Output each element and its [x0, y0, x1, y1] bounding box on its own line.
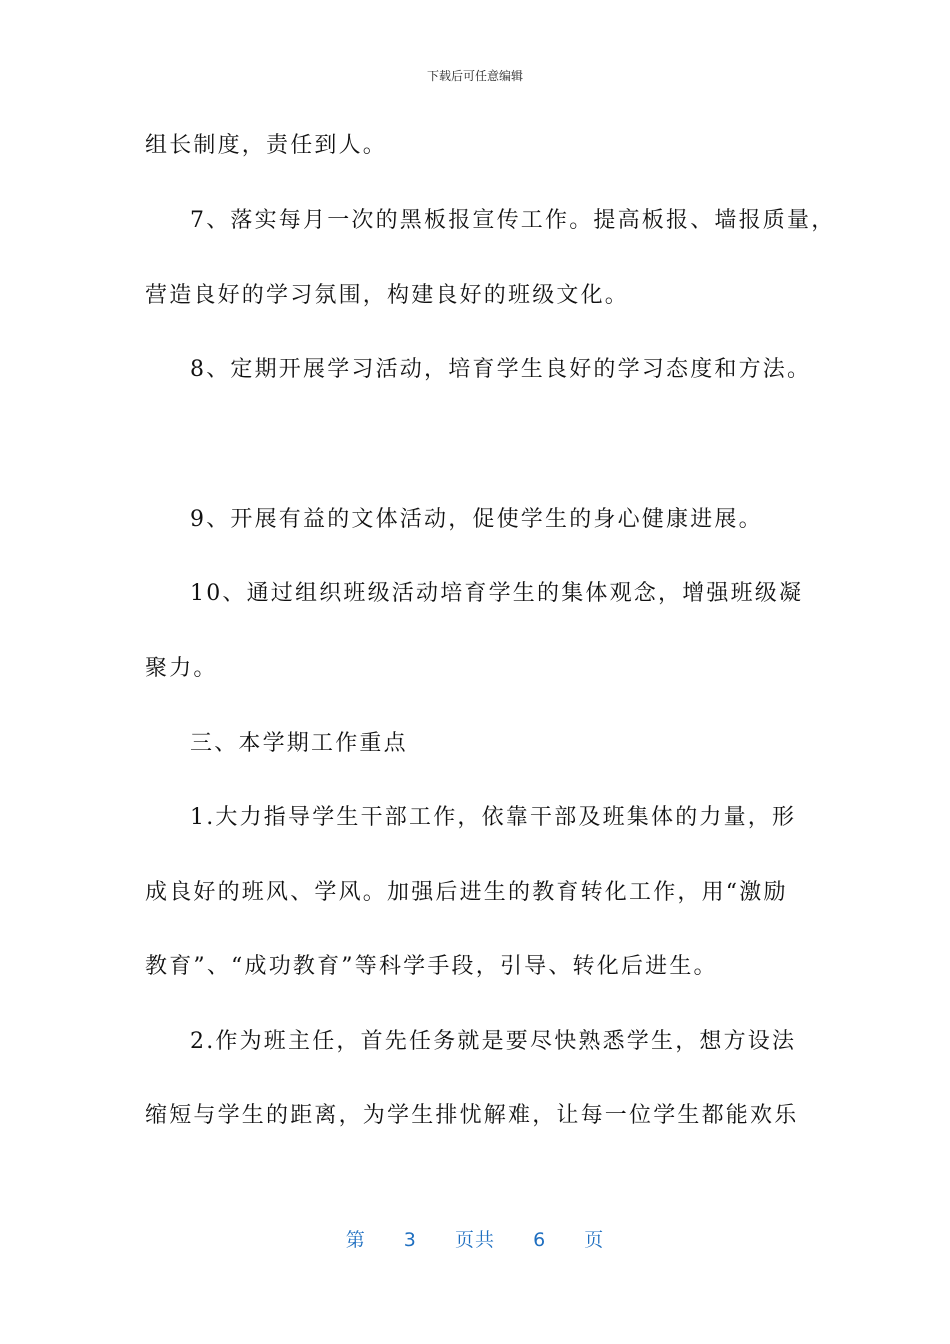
body-line-1: 组长制度，责任到人。	[145, 133, 388, 158]
footer-prefix: 第	[345, 1229, 366, 1251]
page-footer	[0, 1225, 950, 1252]
body-line-10: 成良好的班风、学风。加强后进生的教育转化工作，用“激励	[145, 880, 788, 905]
body-line-3: 营造良好的学习氛围，构建良好的班级文化。	[145, 283, 630, 308]
footer-current-page: 3	[403, 1229, 417, 1251]
body-line-2: 7、落实每月一次的黑板报宣传工作。提高板报、墙报质量，	[190, 208, 836, 233]
footer-total-pages: 6	[533, 1229, 547, 1251]
footer-middle: 页共	[454, 1229, 495, 1251]
body-line-5: 9、开展有益的文体活动，促使学生的身心健康进展。	[190, 507, 763, 532]
footer-suffix: 页	[584, 1229, 605, 1251]
section-heading: 三、本学期工作重点	[190, 731, 408, 756]
body-line-13: 缩短与学生的距离，为学生排忧解难，让每一位学生都能欢乐	[145, 1103, 799, 1128]
body-line-11: 教育”、“成功教育”等科学手段，引导、转化后进生。	[145, 954, 718, 979]
body-line-4: 8、定期开展学习活动，培育学生良好的学习态度和方法。	[190, 357, 812, 382]
header-note: 下载后可任意编辑	[426, 69, 523, 83]
body-line-12: 2.作为班主任，首先任务就是要尽快熟悉学生，想方设法	[190, 1029, 797, 1054]
body-line-6: 10、通过组织班级活动培育学生的集体观念，增强班级凝	[190, 581, 804, 606]
body-line-7: 聚力。	[145, 656, 218, 681]
body-line-9: 1.大力指导学生干部工作，依靠干部及班集体的力量，形	[190, 805, 797, 830]
